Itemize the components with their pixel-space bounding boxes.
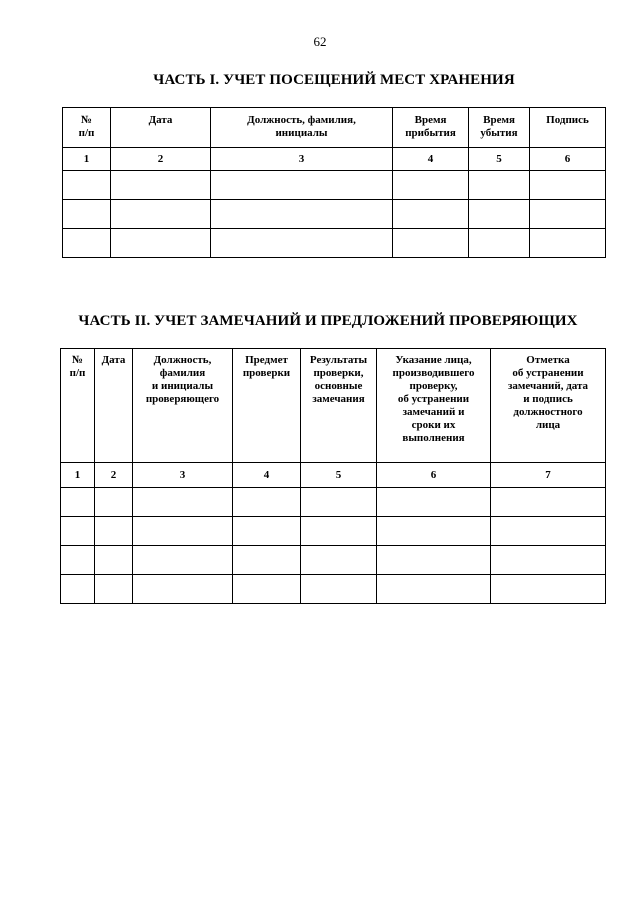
table-cell	[95, 517, 133, 546]
table-cell	[63, 229, 111, 258]
column-number: 1	[63, 148, 111, 171]
column-header-signature: Подпись	[530, 108, 606, 148]
column-header-number: № п/п	[61, 349, 95, 463]
table-cell	[530, 200, 606, 229]
table-cell	[133, 575, 233, 604]
table-cell	[133, 488, 233, 517]
column-header-number: № п/п	[63, 108, 111, 148]
table-row	[63, 229, 606, 258]
column-number: 4	[233, 463, 301, 488]
visits-log-table	[62, 107, 606, 258]
table-cell	[233, 546, 301, 575]
part2-title: ЧАСТЬ II. УЧЕТ ЗАМЕЧАНИЙ И ПРЕДЛОЖЕНИЙ ПРОВЕРЯЮЩИХ	[78, 313, 578, 329]
column-number: 5	[301, 463, 377, 488]
column-number: 4	[393, 148, 469, 171]
table-row	[61, 546, 606, 575]
table-cell	[377, 546, 491, 575]
table-cell	[133, 546, 233, 575]
table-cell	[233, 488, 301, 517]
table-cell	[233, 517, 301, 546]
table-cell	[393, 229, 469, 258]
column-number: 1	[61, 463, 95, 488]
page-number: 62	[313, 34, 327, 49]
table-cell	[469, 200, 530, 229]
table-cell	[61, 575, 95, 604]
table-header-row	[61, 349, 606, 463]
table-cell	[377, 575, 491, 604]
table-cell	[111, 171, 211, 200]
column-header-results: Результаты проверки, основные замечания	[301, 349, 377, 463]
table-cell	[491, 488, 606, 517]
column-header-instructions: Указание лица, производившего проверку, об устранении замечаний и сроки их выполнения	[377, 349, 491, 463]
column-number: 7	[491, 463, 606, 488]
table-cell	[393, 171, 469, 200]
table-cell	[530, 171, 606, 200]
inspection-remarks-table	[60, 348, 606, 604]
table-cell	[469, 171, 530, 200]
column-header-date: Дата	[95, 349, 133, 463]
table-cell	[63, 200, 111, 229]
column-header-departure-time: Время убытия	[469, 108, 530, 148]
column-number: 6	[530, 148, 606, 171]
table-cell	[301, 575, 377, 604]
table-cell	[301, 546, 377, 575]
column-number: 6	[377, 463, 491, 488]
table-row	[63, 171, 606, 200]
table-cell	[301, 488, 377, 517]
column-header-subject: Предмет проверки	[233, 349, 301, 463]
table-cell	[377, 517, 491, 546]
table-cell	[61, 546, 95, 575]
table-cell	[211, 200, 393, 229]
table-cell	[61, 517, 95, 546]
table-cell	[63, 171, 111, 200]
column-header-arrival-time: Время прибытия	[393, 108, 469, 148]
column-header-date: Дата	[111, 108, 211, 148]
table-row	[61, 575, 606, 604]
table-cell	[61, 488, 95, 517]
column-number-row	[61, 463, 606, 488]
column-number: 2	[95, 463, 133, 488]
column-number: 2	[111, 148, 211, 171]
table-cell	[469, 229, 530, 258]
column-number: 3	[211, 148, 393, 171]
table-cell	[393, 200, 469, 229]
table-cell	[111, 229, 211, 258]
table-cell	[491, 546, 606, 575]
table-cell	[95, 546, 133, 575]
column-header-position-name: Должность, фамилия, инициалы	[211, 108, 393, 148]
column-header-resolution-mark: Отметка об устранении замечаний, дата и подпись должностного лица	[491, 349, 606, 463]
table-cell	[530, 229, 606, 258]
part1-title: ЧАСТЬ I. УЧЕТ ПОСЕЩЕНИЙ МЕСТ ХРАНЕНИЯ	[153, 72, 515, 88]
table-header-row	[63, 108, 606, 148]
table-cell	[211, 171, 393, 200]
table-cell	[301, 517, 377, 546]
table-cell	[133, 517, 233, 546]
table-cell	[211, 229, 393, 258]
table-row	[63, 200, 606, 229]
table-row	[61, 488, 606, 517]
column-number: 3	[133, 463, 233, 488]
table-cell	[491, 517, 606, 546]
column-number-row	[63, 148, 606, 171]
table-cell	[95, 575, 133, 604]
table-cell	[377, 488, 491, 517]
column-header-inspector: Должность, фамилия и инициалы проверяющего	[133, 349, 233, 463]
column-number: 5	[469, 148, 530, 171]
table-row	[61, 517, 606, 546]
table-cell	[491, 575, 606, 604]
table-cell	[233, 575, 301, 604]
table-cell	[111, 200, 211, 229]
table-cell	[95, 488, 133, 517]
